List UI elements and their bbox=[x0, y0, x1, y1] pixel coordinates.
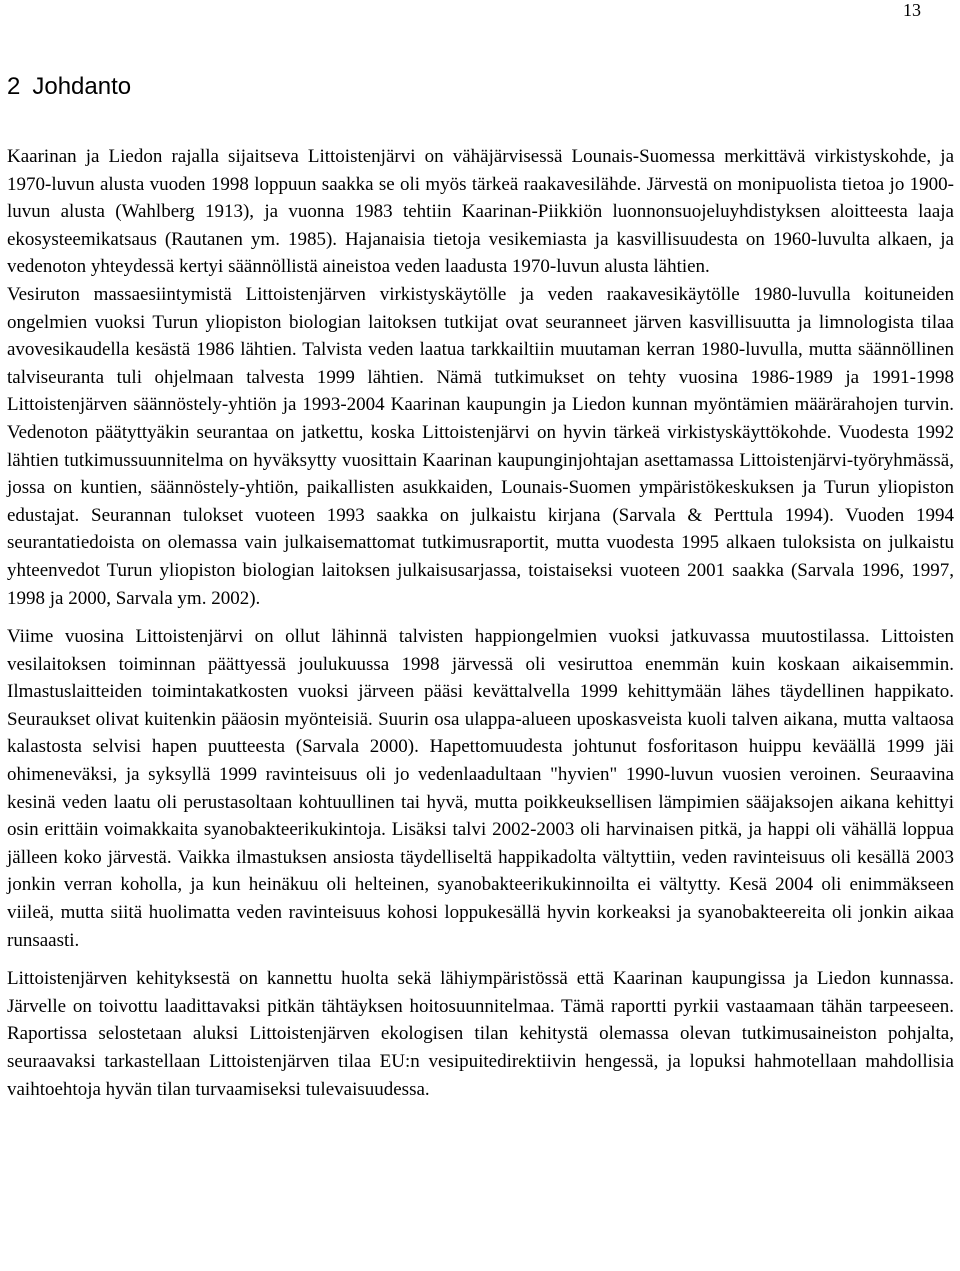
paragraph-intro: Kaarinan ja Liedon rajalla sijaitseva Littoistenjärvi on vähäjärvisessä Lounais-Suomessa merkittävä virkistyskohde, ja 1970-luvun alusta vuoden 1998 loppuun saakka se oli myös tärkeä raakavesilähde. Järvestä on monipuolista tietoa jo 1900-luvun alusta (Wahlberg 1913), ja vuonna 1983 tehtiin Kaarinan-Piikkiön luonnonsuojeluyhdistyksen aloitteesta laaja ekosysteemikatsaus (Rautanen ym. 1985). Hajanaisia tietoja vesikemiasta ja kasvillisuudesta on 1960-luvulta alkaen, ja vedenoton yhteydessä kertyi säännöllistä aineistoa veden laadusta 1970-luvun alusta lähtien. bbox=[7, 146, 954, 278]
section-title: Johdanto bbox=[32, 73, 132, 100]
paragraph-report-purpose: Littoistenjärven kehityksestä on kannettu huolta sekä lähiympäristössä että Kaarinan kaupungissa ja Liedon kunnassa. Järvelle on toivottu laadittavaksi pitkän tähtäyksen hoitosuunnitelmaa. Tämä raportti pyrkii vastaamaan tähän tarpeeseen. Raportissa selostetaan aluksi Littoistenjärven ekologisen tilan kehitystä olemassa olevan tutkimusaineiston pohjalta, seuraavaksi tarkastellaan Littoistenjärven tilaa EU:n vesipuitedirektiivin hengessä, ja lopuksi hahmotellaan mahdollisia vaihtoehtoja hyvän tilan turvaamiseksi tulevaisuudessa. bbox=[7, 968, 954, 1100]
body-text bbox=[7, 143, 954, 1114]
paragraph-monitoring: Vesiruton massaesiintymistä Littoistenjärven virkistyskäytölle ja veden raakavesikäytölle 1980-luvulla koituneiden ongelmien vuoksi Turun yliopiston biologian laitoksen tutkijat ovat seuranneet järven kasvillisuutta ja limnologista tilaa avovesikaudella kesästä 1986 lähtien. Talvista veden laatua tarkkailtiin muutaman kerran 1980-luvulla, mutta säännöllinen talviseuranta tuli ohjelmaan talvesta 1999 lähtien. Nämä tutkimukset on tehty vuosina 1986-1989 ja 1991-1998 Littoistenjärven säännöstely-yhtiön ja 1993-2004 Kaarinan kaupungin ja Liedon kunnan myöntämien määrärahojen turvin. Vedenoton päätyttyäkin seurantaa on jatkettu, koska Littoistenjärvi on hyvin tärkeä virkistyskäyttökohde. Vuodesta 1992 lähtien tutkimussuunnitelma on hyväksytty vuosittain Kaarinan kaupunginjohtajan asettamassa Littoistenjärvi-työryhmässä, jossa on kuntien, säännöstely-yhtiön, paikallisten asukkaiden, Lounais-Suomen ympäristökeskuksen ja Turun yliopiston edustajat. Seurannan tulokset vuoteen 1993 saakka on julkaistu kirjana (Sarvala & Perttula 1994). Vuoden 1994 seurantatiedoista on olemassa vain julkaisemattomat tutkimusraportit, mutta vuodesta 1995 alkaen tuloksista on julkaistu yhteenvedot Turun yliopiston biologian laitoksen julkaisusarjassa, toistaiseksi vuoteen 2001 saakka (Sarvala 1996, 1997, 1998 ja 2000, Sarvala ym. 2002). bbox=[7, 283, 954, 609]
page-number: 13 bbox=[903, 0, 921, 20]
section-heading bbox=[7, 72, 131, 102]
section-number: 2 bbox=[7, 73, 21, 100]
paragraph-recent-years: Viime vuosina Littoistenjärvi on ollut lähinnä talvisten happiongelmien vuoksi jatkuvassa muutostilassa. Littoisten vesilaitoksen toiminnan päättyessä joulukuussa 1998 järvessä oli vesiruttoa enemmän kuin koskaan aikaisemmin. Ilmastuslaitteiden toimintakatkosten vuoksi järveen pääsi kevättalvella 1999 kehittymään lähes täydellinen happikato. Seuraukset olivat kuitenkin pääosin myönteisiä. Suurin osa ulappa-alueen uposkasveista kuoli talven aikana, mutta valtaosa kalastosta selvisi hapen puutteesta (Sarvala 2000). Hapettomuudesta johtunut fosforitason huippu keväällä 1999 jäi ohimeneväksi, ja syksyllä 1999 ravinteisuus oli jo vedenlaadultaan "hyvien" 1990-luvun vuosien veroinen. Seuraavina kesinä veden laatu oli perustasoltaan kohtuullinen tai hyvä, mutta poikkeuksellisen lämpimien sääjaksojen aikana kehittyi osin erittäin voimakkaita syanobakteerikukintoja. Lisäksi talvi 2002-2003 oli harvinaisen pitkä, ja happi oli vähällä loppua jälleen koko järvestä. Vaikka ilmastuksen ansiosta täydelliseltä happikadolta vältyttiin, veden ravinteisuus oli kesällä 2003 jonkin verran koholla, ja kun heinäkuu oli helteinen, syanobakteerikukinnoilta ei vältytty. Kesä 2004 oli enimmäkseen viileä, mutta siitä huolimatta veden ravinteisuus kohosi loppukesällä hyvin korkeaksi ja syanobakteereita oli jonkin aikaa runsaasti. bbox=[7, 626, 954, 951]
